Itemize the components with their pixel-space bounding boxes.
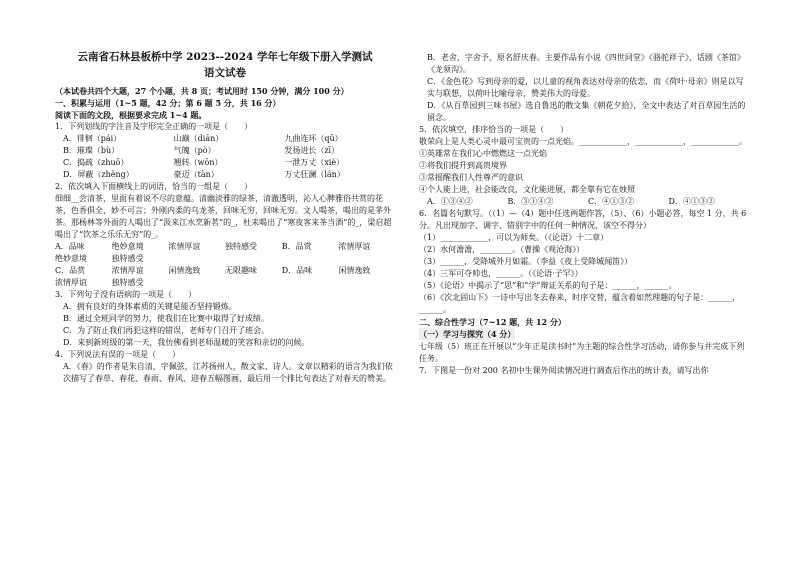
q6-stem: 6．名篇名句默写。（（1）—（4）题中任选两题作答，（5）、（6）小题必答，每空 1 分，共 6 分。凡出现加字、调字、错别字中的任何一种情况，该空不得分） (419, 209, 747, 230)
q6-item: （6）《次北固山下》一诗中写出冬去春来，时序交替，蕴含着如然理趣的句子是：______，______。 (419, 293, 741, 314)
q5-item: ②将我们提升到高贵境界 (419, 161, 507, 170)
q3-option-b: B．通过全班同学的努力，使我们在比赛中取得了好成绩。 (63, 313, 269, 323)
q4-stem: 4．下列说法有误的一项是（ ） (55, 349, 181, 359)
instruction: 阅读下面的文段，根据要求完成 1~4 题。 (55, 109, 207, 120)
q2-row (55, 265, 395, 277)
exam-note: （本试卷共四个大题，27 个小题，共 8 页；考试用时 150 分钟，满分 100 分） (55, 85, 349, 96)
q5-option-a: A．①③④② (427, 197, 473, 206)
q5-options (419, 196, 749, 208)
q5-item: ①英雄常在我们心中燃燃这一点光焰 (419, 149, 547, 158)
q1-word: 翘转（wōn） (173, 157, 223, 167)
q1-row (63, 145, 395, 157)
q5-option-d: D．④①③② (668, 197, 715, 206)
q2-word: 无限趣味 (225, 265, 258, 275)
q2-row (55, 277, 395, 289)
q2-word: 绝妙意境 (111, 241, 144, 251)
q1-word: 气魄（pò） (173, 145, 216, 155)
q2-word: 浓情厚谊 (55, 277, 87, 287)
q6-item: （2）水何澹澹，________。（曹操《观沧海》） (419, 245, 585, 254)
q1-word: 一泄万丈（xiè） (284, 157, 345, 167)
q5-item: ③常摇醒我们人性尊严的意识 (419, 173, 523, 182)
q6-item: （5）《论语》中揭示了“思”和“学”辩证关系的句子是：______，______。 (419, 281, 677, 290)
q3-stem: 3．下列句子没有语病的一项是（ ） (55, 289, 197, 299)
q2-passage: 细细__尝清茶，里面有着说不尽的意蕴。清幽淡雅的绿茶，清澈透明，沁人心脾雅俗共赏的花茶，色香俱全，妙不可言；外刚内柔的乌龙茶，回味无穷，回味无穷。文人喝茶，喝出的是茅外茶。那杨林等外面的人喝出了“汲来江水烹新茗”的_，杜耒喝出了“寒夜客来茶当酒”的_，梁启超喝出了“饮茶之乐乐无穷”的_。 (55, 193, 392, 239)
q5-item: ④个人能上进，社会能改良，文化能进展，都全靠有它在烛照 (419, 185, 635, 194)
q2-row (55, 253, 395, 265)
q1-options (55, 133, 395, 181)
q2-stem: 2．依次填入下面横线上的词语，恰当的一组是（ ） (55, 181, 253, 191)
q2-option-a: A．品味 (55, 241, 85, 251)
q1-stem: 1．下列划线的字注音及字形完全正确的一项是（ ） (55, 121, 253, 131)
q4-option-a: A．《春》的作者是朱自清，字佩弦，江苏扬州人，散文家、诗人。文章以精彩的语言为我们依次描写了春草、春花、春雨、春风、迎春五幅图画，最后用一个排比句表达了对春天的赞美。 (63, 361, 393, 383)
q1-option-b: B．璀璨（bù） (63, 145, 120, 155)
q2-row (55, 241, 395, 253)
q2-word: 浓情厚谊 (338, 241, 371, 251)
q1-row (63, 157, 395, 169)
section-heading-1: 一、积累与运用（1~5 题，42 分；第 6 题 5 分，共 16 分） (55, 97, 281, 108)
q5-option-b: B．③①④② (507, 197, 554, 206)
q2-word: 绝妙意境 (55, 253, 87, 263)
q1-word: 万丈狂澜（lán） (284, 169, 345, 179)
q1-option-d: D．屏蔽（zhèng） (63, 169, 134, 179)
page-title: 云南省石林县板桥中学 2023--2024 学年七年级下册入学测试 (77, 51, 373, 63)
q2-options (55, 241, 395, 289)
q5-intro: 敬荣向上是人类心灵中最可宝贵的一点光焰。____________，____________，____________。 (419, 137, 747, 146)
q3-option-a: A．拥有良好的身体素质的关键是能否坚持锻炼。 (63, 301, 237, 311)
q2-word: 浓情厚谊 (168, 241, 201, 251)
q2-option-c: C．品赏 (55, 265, 86, 275)
q7-intro: 七年级（5）班正在开展以“少年正是读书时”为主题的综合性学习活动，请你参与并完成下列任务。 (419, 342, 745, 363)
q1-word: 发扬进长（zī） (284, 145, 340, 155)
right-column (419, 52, 749, 377)
q5-stem: 5．依次填空，排序恰当的一项是（ ） (419, 125, 569, 134)
q3-option-d: D．来到新班级的第一天，我仿佛看到老师温暖的笑容和亲切的问候。 (63, 337, 310, 347)
left-column (55, 50, 395, 385)
q2-option-d: D．品味 (281, 265, 313, 275)
q2-word: 浓情厚谊 (111, 265, 144, 275)
q3-options (55, 301, 395, 349)
q6-item: （4）三军可夺帅也，______。（《论语·子罕》） (419, 269, 583, 278)
q6-item: （3）______，受降城外月如霜。（李益《夜上受降城闻笛》） (419, 257, 633, 266)
q4-option-b: B．老舍，字舍予，原名舒庆春。主要作品有小说《四世同堂》《骆驼祥子》，话剧《茶馆》《龙须沟》。 (427, 53, 745, 74)
q2-word: 闲情逸致 (168, 265, 201, 275)
q2-word: 独特感受 (225, 241, 258, 251)
q6-item: （1）____________，可以为师矣。（《论语》十二章） (419, 233, 609, 242)
q1-row (63, 133, 395, 145)
q1-option-c: C．捣疏（zhuō） (63, 157, 129, 167)
q1-option-a: A．徘徊（pái） (63, 133, 122, 143)
q1-word: 九曲连环（qū） (284, 133, 343, 143)
q1-word: 山巅（diān） (173, 133, 224, 143)
q4-option-d: D．《从百草园到三味书屋》选自鲁迅的散文集《朝花夕拾》，全文中表达了对百草园生活的留念。 (427, 101, 746, 122)
q5-option-c: C．④①③② (588, 197, 635, 206)
q2-option-b: B．品赏 (281, 241, 312, 251)
q2-word: 闲情逸致 (338, 265, 371, 275)
q3-option-c: C．为了防止我们再犯这样的错误，老师专门召开了班会。 (63, 325, 270, 335)
q1-row (63, 169, 395, 181)
q4-option-c: C．《金色花》写到母亲的爱，以儿童的视角表达对母亲的依恋，而《荷叶·母亲》则是以写实与联想，以荷叶比喻母亲，赞美伟大的母爱。 (427, 77, 744, 98)
q7-stem: 7．下图是一份对 200 名初中生课外阅读情况进行调查后作出的统计表，请写出你 (419, 366, 709, 375)
section-heading-2: 二、综合性学习（7~12 题，共 12 分） (419, 317, 566, 327)
page-subtitle: 语文试卷 (204, 66, 246, 79)
subsection-heading: （一）学习与探究（4 分） (419, 329, 516, 339)
q2-word: 独特感受 (111, 277, 144, 287)
q2-word: 独特感受 (111, 253, 144, 263)
q1-word: 豪迈（tàn） (173, 169, 219, 179)
